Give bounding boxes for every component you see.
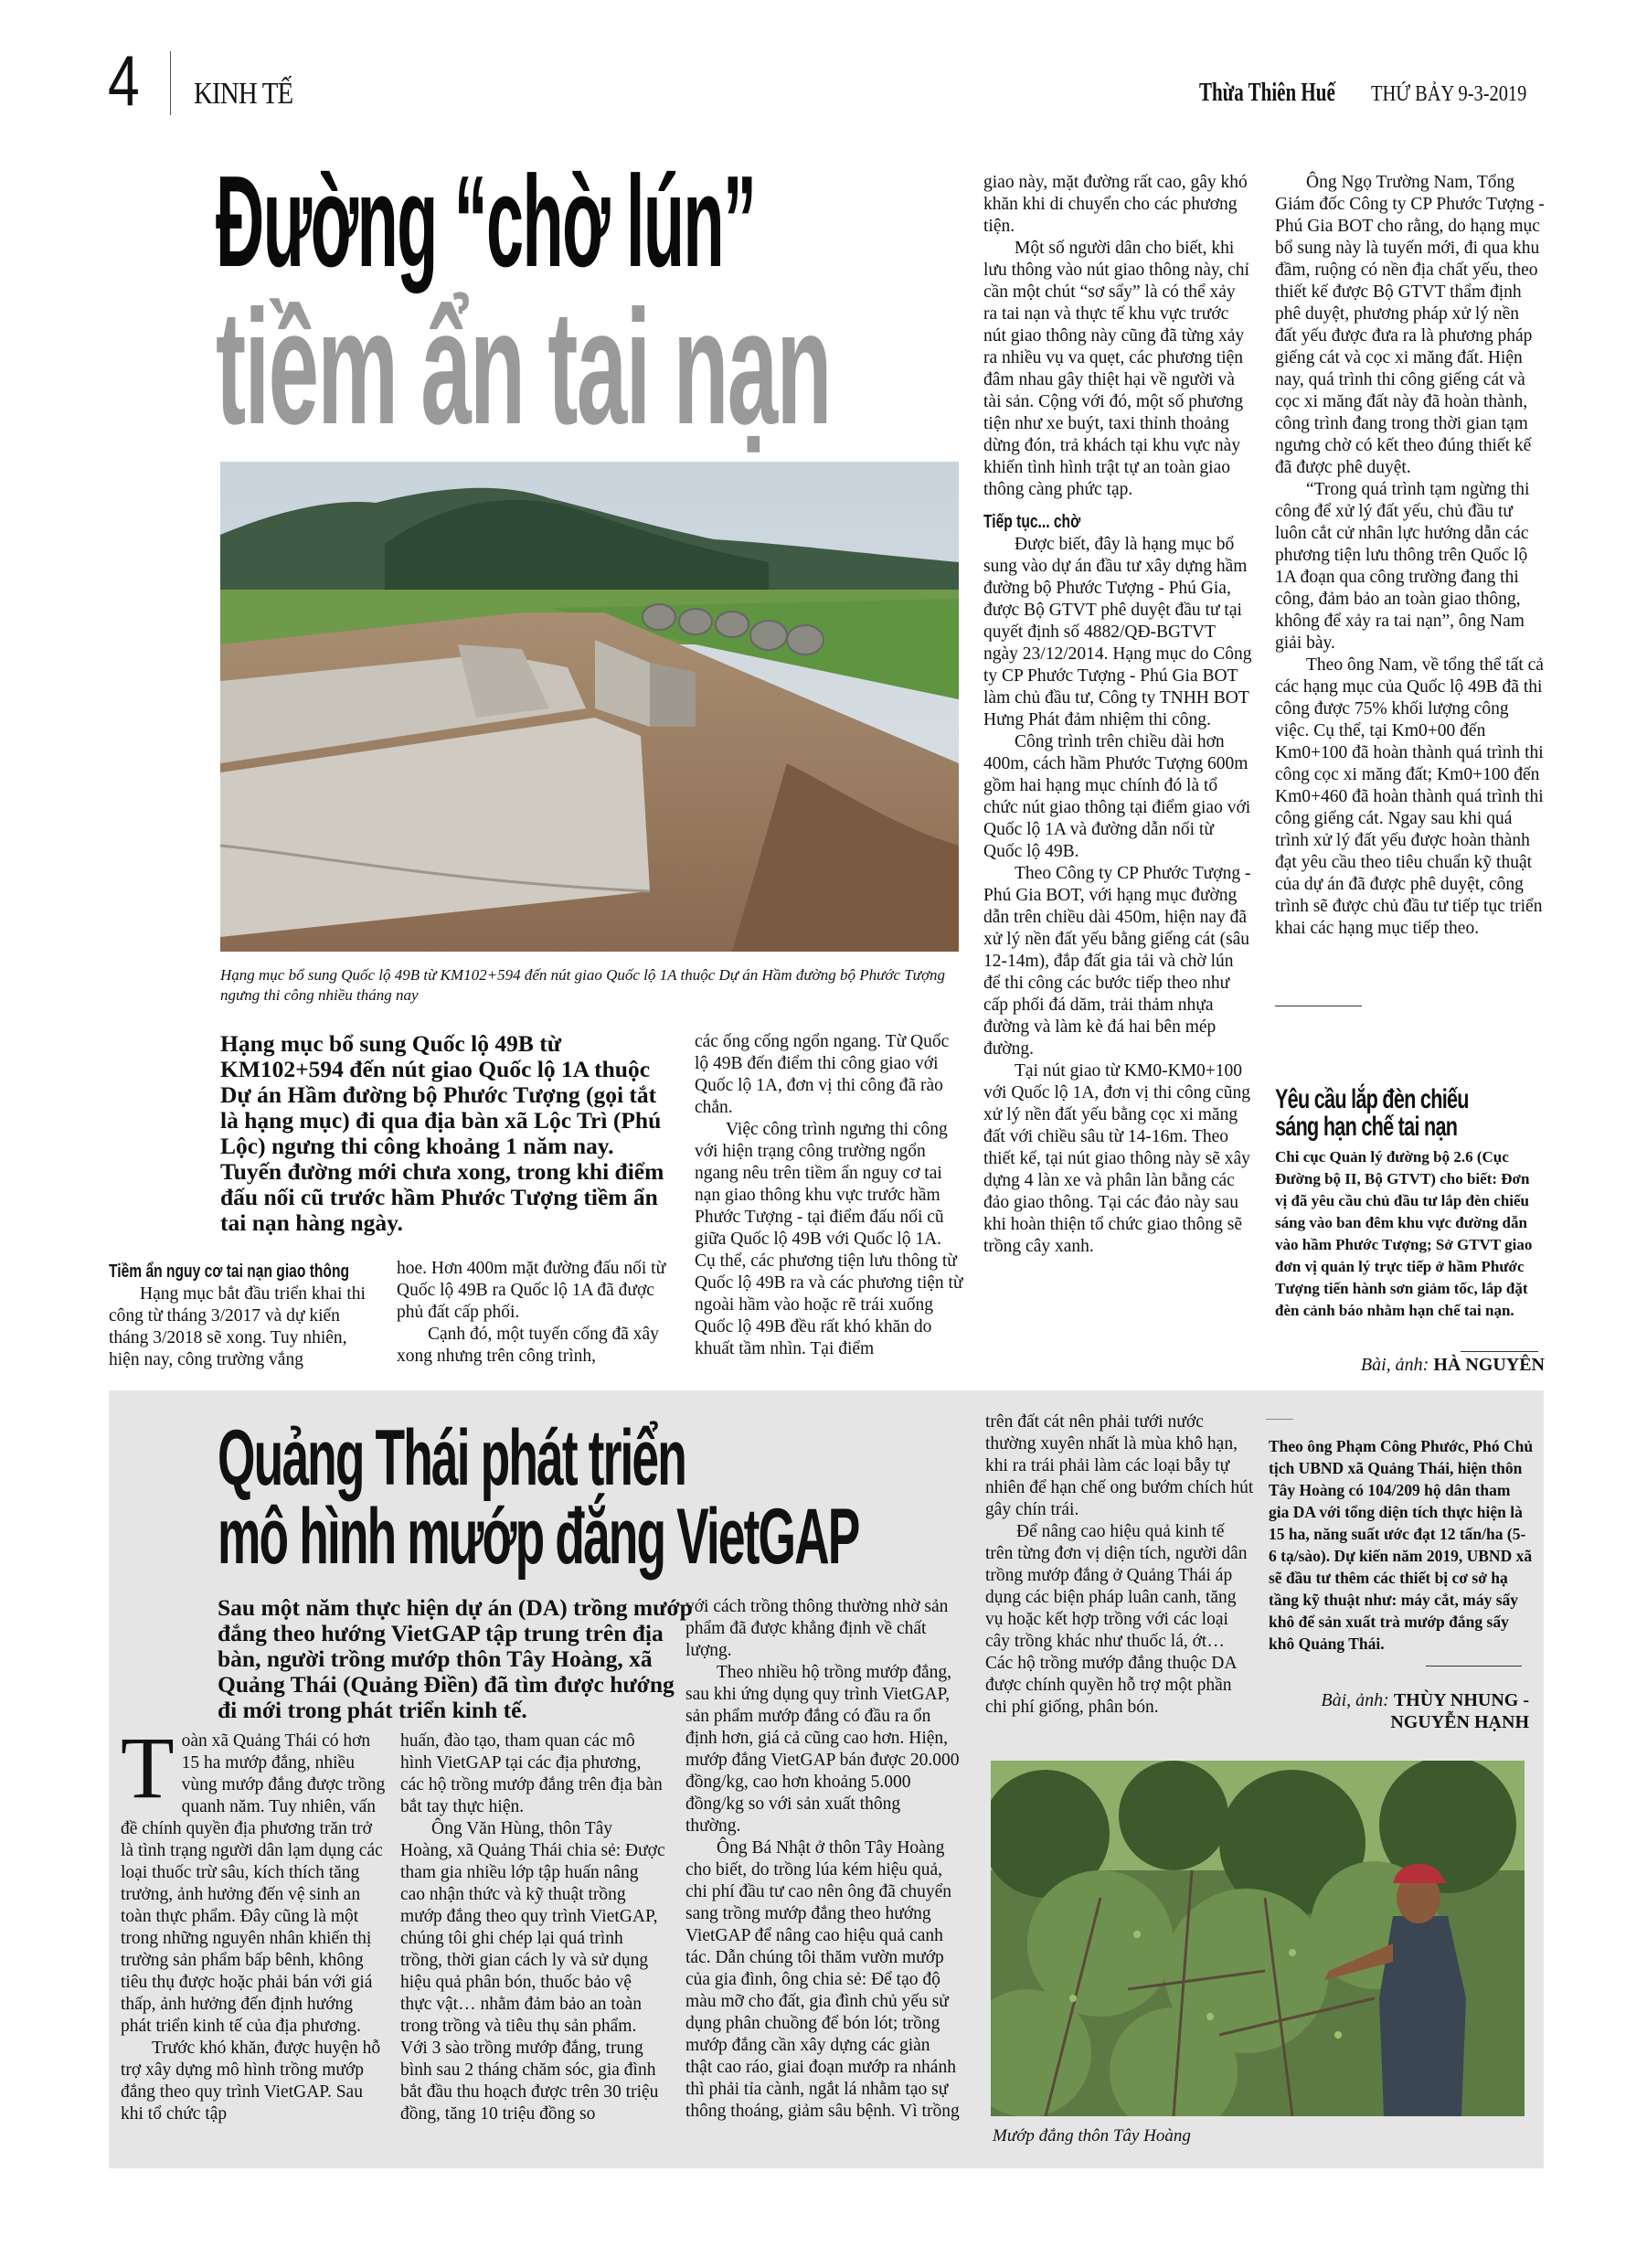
issue-date: THỨ BẢY 9-3-2019	[1371, 82, 1527, 106]
article1-lead: Hạng mục bổ sung Quốc lộ 49B từ KM102+594 đến nút giao Quốc lộ 1A thuộc Dự án Hầm đường bộ Phước Tượng (gọi tắt là hạng mục) đi qua địa bàn xã Lộc Trì (Phú Lộc) ngưng thi công khoảng 1 năm nay. Tuyến đường mới chưa xong, trong khi điểm đấu nối cũ trước hầm Phước Tượng tiềm ẩn tai nạn hàng ngày.	[220, 1030, 664, 1236]
paragraph: giao này, mặt đường rất cao, gây khó khăn khi di chuyển cho các phương tiện.	[983, 173, 1248, 236]
article1-column-5	[1275, 172, 1545, 940]
paragraph: Một số người dân cho biết, khi lưu thông vào nút giao thông này, chỉ cần một chút “sơ sẩy” là có thể xảy ra tai nạn và thực tế khu vực trước nút giao thông này cũng đã từng xảy ra nhiều vụ va quẹt, các phương tiện đâm nhau gây thiệt hại về người và tài sản. Cộng với đó, một số phương tiện như xe buýt, taxi thỉnh thoảng dừng đón, trả khách tại khu vực này khiến tình hình trật tự an toàn giao thông càng phức tạp.	[983, 239, 1249, 499]
box-text: Chi cục Quản lý đường bộ 2.6 (Cục Đường bộ II, Bộ GTVT) cho biết: Đơn vị đã yêu cầu chủ đầu tư lắp đèn chiếu sáng vào ban đêm khu vực đường dẫn vào hầm Phước Tượng; Sở GTVT giao đơn vị quản lý trực tiếp ở hầm Phước Tượng tiến hành sơn giảm tốc, lắp đặt đèn cảnh báo nhằm hạn chế tai nạn.	[1275, 1148, 1533, 1319]
article1-photo-road-construction	[220, 462, 959, 952]
divider	[1461, 1351, 1538, 1352]
article1-title-line1: Đường “chờ lún”	[216, 149, 756, 294]
article1-column-3	[695, 1031, 964, 1360]
article2-title-line2: mô hình mướp đắng VietGAP	[218, 1493, 859, 1581]
article1-column-4	[983, 172, 1253, 1258]
article2-lead: Sau một năm thực hiện dự án (DA) trồng mướp đắng theo hướng VietGAP tập trung trên địa bàn, người trồng mướp thôn Tây Hoàng, xã Quảng Thái (Quảng Điền) đã tìm được hướng đi mới trong phát triển kinh tế.	[218, 1594, 693, 1723]
paragraph-group	[121, 2038, 386, 2125]
box-title-line1: Yêu cầu lắp đèn chiếu	[1275, 1084, 1469, 1114]
article1-column-1	[109, 1254, 378, 1371]
article1-column-2	[397, 1258, 666, 1368]
byline-author: THÙY NHUNG -	[1393, 1690, 1529, 1710]
paragraph-group	[400, 1730, 665, 2125]
drop-cap: T	[121, 1719, 175, 1816]
paragraph-group	[695, 1031, 964, 1360]
paragraph: Công trình trên chiều dài hơn 400m, cách hầm Phước Tượng 600m gồm hai hạng mục chính đó là tổ chức nút giao thông tại điểm giao với Quốc lộ 1A và đường dẫn nối từ Quốc lộ 49B.	[983, 732, 1251, 861]
article1-title-line2: tiềm ẩn tai nạn	[216, 276, 831, 458]
article1-byline	[1275, 1355, 1545, 1376]
paragraph: Ông Văn Hùng, thôn Tây Hoàng, xã Quảng Thái chia sẻ: Được tham gia nhiều lớp tập huấn nâng cao nhận thức và kỹ thuật trồng mướp đắng theo quy trình VietGAP, chúng tôi ghi chép lại quá trình trồng, thời gian cách ly và sử dụng hiệu quả phân bón, thuốc bảo vệ thực vật… nhằm đảm bảo an toàn trong trồng và tiêu thụ sản phẩm. Với 3 sào trồng mướp đắng, trung bình sau 2 tháng chăm sóc, gia đình bắt đầu thu hoạch được trên 30 triệu đồng, tăng 10 triệu đồng so	[400, 1819, 665, 2124]
paragraph: Hạng mục bắt đầu triển khai thi công từ tháng 3/2017 và dự kiến tháng 3/2018 sẽ xong. Tuy nhiên, hiện nay, công trường vắng	[109, 1284, 366, 1369]
paragraph-group	[985, 1411, 1255, 1719]
paragraph: Việc công trình ngưng thi công với hiện trạng công trường ngổn ngang nêu trên tiềm ẩn nguy cơ tai nạn giao thông khu vực trước hầm Phước Tượng - tại điểm đấu nối cũ giữa Quốc lộ 49B với Quốc lộ 1A. Cụ thể, các phương tiện lưu thông từ Quốc lộ 49B ra và các phương tiện từ ngoài hầm vào hoặc rẽ trái xuống Quốc lộ 49B đều rất khó khăn do khuất tầm nhìn. Tại điểm	[695, 1120, 963, 1358]
paragraph: hoe. Hơn 400m mặt đường đấu nối từ Quốc lộ 49B ra Quốc lộ 1A đã được phủ đất cấp phối.	[397, 1259, 666, 1322]
subheading-risk: Tiềm ẩn nguy cơ tai nạn giao thông	[109, 1262, 350, 1282]
article2-photo-caption: Mướp đắng thôn Tây Hoàng	[993, 2126, 1191, 2146]
box-title-line2: sáng hạn chế tai nạn	[1275, 1112, 1458, 1142]
paragraph: Cạnh đó, một tuyến cống đã xây xong nhưng trên công trình,	[397, 1325, 659, 1366]
byline-author: NGUYỄN HẠNH	[1390, 1712, 1529, 1732]
paragraph	[121, 1719, 386, 2038]
page-number: 4	[108, 40, 140, 121]
newspaper-name: Thừa Thiên Huế	[1199, 79, 1335, 107]
article2-photo-bitter-melon-garden	[991, 1761, 1525, 2116]
paragraph: “Trong quá trình tạm ngừng thi công để xử lý đất yếu, chủ đầu tư luôn cắt cử nhân lực hướng dẫn các phương tiện lưu thông trên Quốc lộ 1A đoạn qua công trường đang thi công, đảm bảo an toàn giao thông, không để xảy ra tai nạn”, ông Nam giải bày.	[1275, 480, 1530, 653]
paragraph: Ông Bá Nhật ở thôn Tây Hoàng cho biết, do trồng lúa kém hiệu quả, chi phí đầu tư cao nên ông đã chuyển sang trồng mướp đắng theo hướng VietGAP để nâng cao hiệu quả canh tác. Dẫn chúng tôi thăm vườn mướp của gia đình, ông chia sẻ: Để tạo độ màu mỡ cho đất, gia đình chủ yếu sử dụng phân chuồng để bón lót; trồng mướp đắng cần xây dựng các giàn thật cao ráo, giai đoạn mướp ra nhánh thì phải tỉa cành, ngắt lá nhằm tạo sự thông thoáng, giảm sâu bệnh. Vì trồng	[685, 1838, 960, 2121]
byline-author: HÀ NGUYÊN	[1433, 1355, 1545, 1375]
paragraph: Trước khó khăn, được huyện hỗ trợ xây dựng mô hình trồng mướp đắng theo quy trình VietGAP. Sau khi tổ chức tập	[121, 2039, 381, 2124]
article2-column-3	[685, 1596, 960, 2123]
paragraph: Theo Công ty CP Phước Tượng - Phú Gia BOT, với hạng mục đường dẫn trên chiều dài 450m, hiện nay đã xử lý nền đất yếu bằng giếng cát (sâu 12-14m), đắp đất gia tải và chờ lún để thi công các bước tiếp theo như cấp phối đá dăm, trải thảm nhựa đường và làm kè đá hai bên mép đường.	[983, 864, 1251, 1059]
article2-column-1	[121, 1719, 386, 2125]
byline-label: Bài, ảnh:	[1321, 1690, 1389, 1710]
paragraph: các ống cống ngổn ngang. Từ Quốc lộ 49B đến điểm thi công giao với Quốc lộ 1A, đơn vị thi công đã rào chắn.	[695, 1032, 950, 1117]
paragraph-group	[983, 534, 1253, 1258]
article2-byline	[1269, 1689, 1529, 1733]
paragraph: Tại nút giao từ KM0-KM0+100 với Quốc lộ 1A, đơn vị thi công cũng xử lý nền đất yếu bằng cọc xi măng đất với chiều sâu từ 14-16m. Theo thiết kế, tại nút giao thông này sẽ xây dựng 4 làn xe và phân làn bằng các đảo giao thông. Tại các đảo này sau khi hoàn thiện tổ chức giao thông sẽ trồng cây xanh.	[983, 1061, 1250, 1256]
sidebar-text: Theo ông Phạm Công Phước, Phó Chủ tịch UBND xã Quảng Thái, hiện thôn Tây Hoàng có 104/209 hộ dân tham gia DA với tổng diện tích thực hiện là 15 ha, năng suất ước đạt 12 tấn/ha (5-6 tạ/sào). Dự kiến năm 2019, UBND xã sẽ đầu tư thêm các thiết bị cơ sở hạ tầng kỹ thuật như: máy cắt, máy sấy khô để sản xuất trà mướp đắng sấy khô Quảng Thái.	[1269, 1437, 1534, 1653]
paragraph: trên đất cát nên phải tưới nước thường xuyên nhất là mùa khô hạn, khi ra trái phải làm các loại bẫy tự nhiên để hạn chế ong bướm chích hút gây chín trái.	[985, 1412, 1254, 1519]
paragraph-group	[1275, 172, 1545, 940]
paragraph-group	[983, 172, 1253, 501]
paragraph: huấn, đào tạo, tham quan các mô hình VietGAP tại các địa phương, các hộ trồng mướp đắng trên địa bàn bắt tay thực hiện.	[400, 1731, 663, 1816]
paragraph: Ông Ngọ Trường Nam, Tổng Giám đốc Công ty CP Phước Tượng - Phú Gia BOT cho rằng, do hạng mục bổ sung này là tuyến mới, đi qua khu đầm, ruộng có nền địa chất yếu, theo thiết kế được Bộ GTVT thẩm định phê duyệt, phương pháp xử lý nền đất yếu được đưa ra là phương pháp giếng cát và cọc xi măng đất. Hiện nay, quá trình thi công giếng cát và cọc xi măng đất này đã hoàn thành, công trình đang trong thời gian tạm ngưng chờ có kết theo đúng thiết kế đã được phê duyệt.	[1275, 173, 1545, 477]
article2-column-2	[400, 1730, 665, 2125]
paragraph-group	[685, 1596, 960, 2123]
paragraph: Theo nhiều hộ trồng mướp đắng, sau khi ứng dụng quy trình VietGAP, sản phẩm mướp đắng có đầu ra ổn định hơn, giá cả cũng cao hơn. Hiện, mướp đắng VietGAP bán được 20.000 đồng/kg, cao hơn khoảng 5.000 đồng/kg so với sản xuất thông thường.	[685, 1663, 960, 1836]
paragraph-text: oàn xã Quảng Thái có hơn 15 ha mướp đắng, nhiều vùng mướp đắng được trồng quanh năm. Tuy nhiên, vấn đề chính quyền địa phương trăn trở là tình trạng người dân lạm dụng các loại thuốc trừ sâu, kích thích tăng trưởng, ảnh hưởng đến vệ sinh an toàn thực phẩm. Đây cũng là một trong những nguyên nhân khiến thị trường sản phẩm bấp bênh, không tiêu thụ được hoặc phải bán với giá thấp, ảnh hưởng đến định hướng phát triển kinh tế của địa phương.	[121, 1731, 386, 2036]
article2-title-line1: Quảng Thái phát triển	[218, 1414, 685, 1502]
paragraph: với cách trồng thông thường nhờ sản phẩm đã được khẳng định về chất lượng.	[685, 1597, 949, 1660]
header-divider	[170, 51, 171, 115]
article2-column-4	[985, 1411, 1255, 1719]
subheading-continue-waiting: Tiếp tục... chờ	[983, 512, 1081, 532]
paragraph-group	[109, 1283, 378, 1371]
paragraph: Theo ông Nam, về tổng thể tất cả các hạng mục của Quốc lộ 49B đã thi công được 75% khối lượng công việc. Cụ thể, tại Km0+00 đến Km0+100 đã hoàn thành quá trình thi công cọc xi măng đất; Km0+100 đến Km0+460 đã hoàn thành quá trình thi công giếng cát. Ngay sau khi quá trình xử lý đất yếu được hoàn thành đạt yêu cầu theo tiêu chuẩn kỹ thuật của dự án đã được phê duyệt, công trình sẽ được chủ đầu tư tiếp tục triển khai các hạng mục tiếp theo.	[1275, 655, 1544, 938]
paragraph: Để nâng cao hiệu quả kinh tế trên từng đơn vị diện tích, người dân trồng mướp đắng ở Quảng Thái áp dụng các biện pháp luân canh, tăng vụ hoặc kết hợp trồng với các loại cây trồng khác như thuốc lá, ớt… Các hộ trồng mướp đắng thuộc DA được chính quyền hỗ trợ một phần chi phí giống, phân bón.	[985, 1522, 1248, 1717]
article1-photo-caption: Hạng mục bổ sung Quốc lộ 49B từ KM102+594 đến nút giao Quốc lộ 1A thuộc Dự án Hầm đường bộ Phước Tượng ngưng thi công nhiều tháng nay	[220, 966, 946, 1004]
paragraph-group	[397, 1258, 666, 1368]
section-title: KINH TẾ	[194, 77, 293, 111]
paragraph: Được biết, đây là hạng mục bổ sung vào dự án đầu tư xây dựng hầm đường bộ Phước Tượng - Phú Gia, được Bộ GTVT phê duyệt đầu tư tại quyết định số 4882/QĐ-BGTVT ngày 23/12/2014. Hạng mục do Công ty CP Phước Tượng - Phú Gia BOT làm chủ đầu tư, Công ty TNHH BOT Hưng Phát đảm nhiệm thi công.	[983, 535, 1252, 729]
byline-label: Bài, ảnh:	[1360, 1355, 1429, 1375]
divider	[1266, 1419, 1293, 1420]
